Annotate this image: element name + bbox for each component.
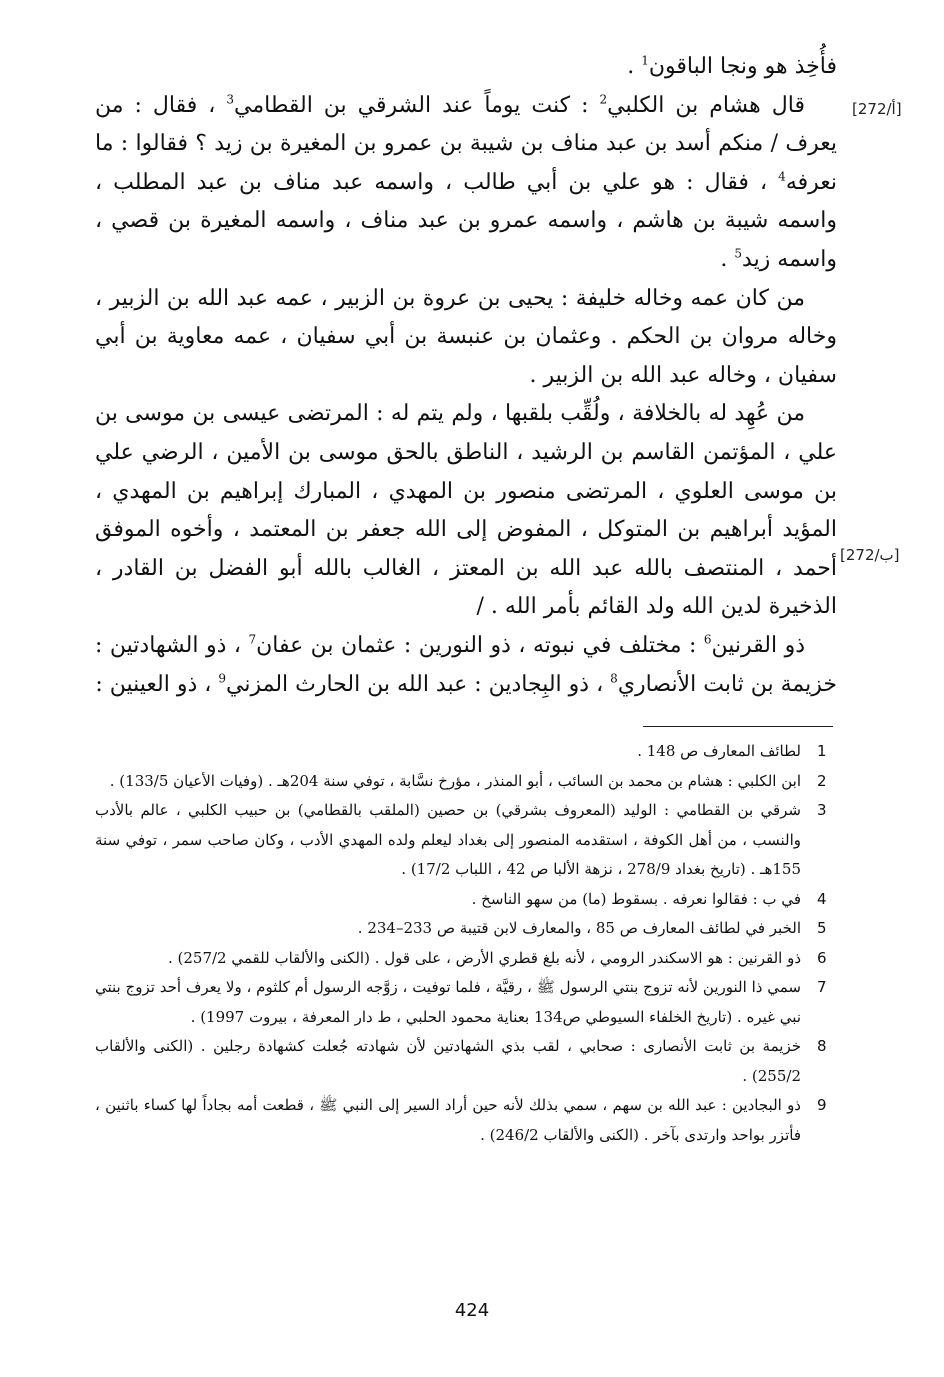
paragraph xyxy=(95,48,837,87)
main-text xyxy=(95,48,837,704)
footnote-number: 8 xyxy=(817,1037,827,1055)
footnote-number: 7 xyxy=(817,978,827,996)
page-number: 424 xyxy=(454,1300,490,1321)
footnote xyxy=(95,1091,837,1150)
footnote-ref[interactable]: 8 xyxy=(610,671,618,686)
text-run: . xyxy=(627,54,642,79)
footnote xyxy=(95,796,837,885)
footnote-ref[interactable]: 9 xyxy=(218,671,226,686)
footnote-ref[interactable]: 7 xyxy=(248,632,257,647)
footnote-number: 4 xyxy=(817,889,827,908)
margin-folio-note: [272/أ] xyxy=(852,100,902,118)
footnote-ref[interactable]: 1 xyxy=(641,53,649,68)
footnote-text: خزيمة بن ثابت الأنصارى : صحابي ، لقب بذي الشهادتين لأن شهادته جُعلت كشهادة رجلين . (الكنى والألقاب 255/2) . xyxy=(95,1037,801,1085)
text-run: فأُخِذ هو ونجا الباقون xyxy=(648,54,837,79)
paragraph: من عُهِد له بالخلافة ، ولُقِّب بلقبها ، ولم يتم له : المرتضى عيسى بن موسى بن علي ، المؤتمن القاسم بن الرشيد ، الناطق بالحق موسى بن الأمين ، الرضي علي بن موسى العلوي ، المرتضى منصور بن المهدي ، المبارك إبراهيم بن المهدي ، المؤيد أبراهيم بن المتوكل ، المفوض إلى الله جعفر بن المعتمد ، وأخوه الموفق أحمد ، المنتصف بالله عبد الله بن المعتز ، الغالب بالله أبو الفضل بن القادر ، الذخيرة لدين الله ولد القائم بأمر الله . / xyxy=(95,401,837,620)
footnote xyxy=(95,885,837,915)
footnote-ref[interactable]: 3 xyxy=(226,92,234,107)
text-run: ، ذو البِجادين : عبد الله بن الحارث المزني xyxy=(226,671,611,697)
footnote-number: 3 xyxy=(817,801,827,819)
footnote-text: ابن الكلبي : هشام بن محمد بن السائب ، أبو المنذر ، مؤرخ نسَّابة ، توفي سنة 204هـ . (وفيات الأعيان 133/5) . xyxy=(109,771,801,790)
footnote xyxy=(95,944,837,974)
footnote-number: 6 xyxy=(817,948,827,967)
paragraph xyxy=(95,87,837,280)
footnote-text: ذو البجادين : عبد الله بن سهم ، سمي بذلك لأنه حين أراد السير إلى النبي ﷺ ، قطعت أمه بجاداً لها كساء باثنين ، فأتزر بواحد وارتدى بآخر . (الكنى والألقاب 246/2) . xyxy=(95,1096,801,1144)
text-run: ، فقال : من يعرف / منكم أسد بن عبد مناف بن شيبة بن عمرو بن المغيرة بن زيد ؟ فقالوا : ما نعرفه xyxy=(95,92,837,195)
margin-folio-note: [272/ب] xyxy=(840,546,900,564)
text-run: ، ذو الشهادتين : خزيمة بن ثابت الأنصاري xyxy=(95,632,837,697)
footnote xyxy=(95,973,837,1032)
footnote-text: شرقي بن القطامي : الوليد (المعروف بشرقي) بن حصين (الملقب بالقطامي) بن حبيب الكلبي ، عالم بالأدب والنسب ، من أهل الكوفة ، استقدمه المنصور إلى بغداد ليعلم ولده المهدي الأدب ، وكان صاحب سمر ، توفي سنة 155هـ . (تاريخ بغداد 278/9 ، نزهة الألبا ص 42 ، اللباب 17/2) . xyxy=(95,801,801,878)
footnote xyxy=(95,914,837,944)
footnote-number: 1 xyxy=(817,742,827,760)
paragraph: من كان عمه وخاله خليفة : يحيى بن عروة بن الزبير ، عمه عبد الله بن الزبير ، وخاله مروان بن الحكم . وعثمان بن عنبسة بن أبي سفيان ، عمه معاوية بن أبي سفيان ، وخاله عبد الله بن الزبير . xyxy=(95,285,837,388)
footnote-text: لطائف المعارف ص 148 . xyxy=(637,742,801,760)
text-run: ذو القرنين xyxy=(711,632,806,658)
footnote xyxy=(95,767,837,797)
footnote-ref[interactable]: 6 xyxy=(703,632,712,647)
text-run: : مختلف في نبوته ، ذو النورين : عثمان بن عفان xyxy=(256,632,704,658)
footnote xyxy=(95,1032,837,1091)
footnote-ref[interactable]: 2 xyxy=(599,92,608,107)
footnotes xyxy=(95,737,837,1150)
footnote-ref[interactable]: 5 xyxy=(734,246,743,261)
footnote-number: 9 xyxy=(817,1096,827,1114)
footnote-text: سمي ذا النورين لأنه تزوج بنتي الرسول ﷺ ، رقيَّة ، فلما توفيت ، زوَّجه الرسول أم كلثوم ، ولا يعرف أحد تزوج بنتي نبي غيره . (تاريخ الخلفاء السيوطي ص134 بعناية محمود الحلبي ، ط دار المعرفة ، بيروت 1997) . xyxy=(95,978,801,1026)
footnote xyxy=(95,737,837,767)
footnote-text: ذو القرنين : هو الاسكندر الرومي ، لأنه بلغ قطري الأرض ، على قول . (الكنى والألقاب للقمي 257/2) . xyxy=(167,948,801,967)
text-run: . xyxy=(720,246,735,272)
footnote-number: 5 xyxy=(817,919,827,937)
footnote-number: 2 xyxy=(817,771,827,790)
text-run: : كنت يوماً عند الشرقي بن القطامي xyxy=(234,92,600,118)
footnote-separator xyxy=(643,726,833,727)
text-run: ، فقال : هو علي بن أبي طالب ، واسمه عبد مناف بن عبد المطلب ، واسمه شيبة بن هاشم ، واسمه عمرو بن عبد مناف ، واسمه المغيرة بن قصي ، واسمه زيد xyxy=(95,169,837,272)
text-run: ، ذو العينين : xyxy=(95,671,219,697)
footnote-ref[interactable]: 4 xyxy=(778,169,786,184)
footnote-text: في ب : فقالوا نعرفه . بسقوط (ما) من سهو الناسخ . xyxy=(471,889,801,908)
footnote-text: الخبر في لطائف المعارف ص 85 ، والمعارف لابن قتيبة ص 233–234 . xyxy=(357,919,801,937)
paragraph xyxy=(95,627,837,704)
text-run: قال هشام بن الكلبي xyxy=(607,92,805,118)
